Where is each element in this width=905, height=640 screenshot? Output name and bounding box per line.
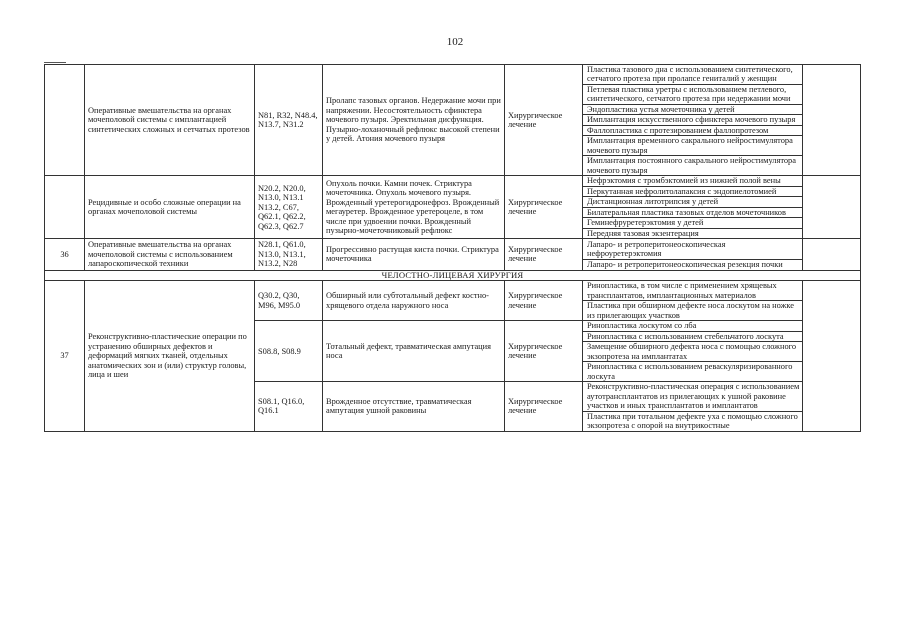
treatment-method: Геминефруретерэктомия у детей xyxy=(583,218,803,228)
intervention-name: Рецидивные и особо сложные операции на органах мочеполовой системы xyxy=(85,176,255,239)
treatment-method: Ринопластика с использованием стебельчатого лоскута xyxy=(583,331,803,341)
treatment-method: Ринопластика лоскутом со лба xyxy=(583,321,803,331)
empty-cell xyxy=(803,239,861,270)
treatment-method: Петлевая пластика уретры с использованием петлевого, синтетического, сетчатого протеза при недержании мочи xyxy=(583,84,803,104)
treatment-method: Лапаро- и ретроперитонеоскопическая резекция почки xyxy=(583,259,803,270)
treatment-method: Замещение обширного дефекта носа с помощью сложного экзопротеза на имплантатах xyxy=(583,342,803,362)
treatment-method: Пластика тазового дна с использованием синтетического, сетчатого протеза при пролапсе гениталий у женщин xyxy=(583,65,803,85)
treatment-method: Передняя тазовая экзентерация xyxy=(583,228,803,238)
treatment-type: Хирургическое лечение xyxy=(505,321,583,382)
table-row xyxy=(45,281,861,301)
patient-model: Обширный или субтотальный дефект костно-хрящевого отдела наружного носа xyxy=(323,281,505,321)
treatment-type: Хирургическое лечение xyxy=(505,176,583,239)
treatment-type: Хирургическое лечение xyxy=(505,281,583,321)
row-number xyxy=(45,176,85,239)
empty-cell xyxy=(803,281,861,431)
section-row xyxy=(45,270,861,281)
intervention-name: Оперативные вмешательства на органах мочеполовой системы с имплантацией синтетических сложных и сетчатых протезов xyxy=(85,65,255,176)
row-number: 36 xyxy=(45,239,85,270)
treatment-method: Эндопластика устья мочеточника у детей xyxy=(583,104,803,114)
treatment-method: Имплантация временного сакрального нейростимулятора мочевого пузыря xyxy=(583,136,803,156)
treatment-method: Фаллопластика с протезированием фаллопротезом xyxy=(583,125,803,135)
treatment-method: Имплантация искусственного сфинктера мочевого пузыря xyxy=(583,115,803,125)
treatment-method: Ринопластика, в том числе с применением хрящевых трансплантатов, имплантационных материалов xyxy=(583,281,803,301)
icd-codes: N20.2, N20.0, N13.0, N13.1 N13.2, C67, Q62.1, Q62.2, Q62.3, Q62.7 xyxy=(255,176,323,239)
table-row xyxy=(45,176,861,186)
treatment-method: Пластика при тотальном дефекте уха с помощью сложного экзопротеза с опорой на внутрикостные xyxy=(583,411,803,431)
treatment-method: Имплантация постоянного сакрального нейростимулятора мочевого пузыря xyxy=(583,156,803,176)
patient-model: Тотальный дефект, травматическая ампутация носа xyxy=(323,321,505,382)
icd-codes: Q30.2, Q30, M96, M95.0 xyxy=(255,281,323,321)
row-number xyxy=(45,65,85,176)
treatment-method: Пластика при обширном дефекте носа лоскутом на ножке из прилегающих участков xyxy=(583,301,803,321)
table-row xyxy=(45,65,861,85)
page-number: 102 xyxy=(446,36,464,48)
treatment-method: Билатеральная пластика тазовых отделов мочеточников xyxy=(583,207,803,217)
treatment-type: Хирургическое лечение xyxy=(505,65,583,176)
row-number: 37 xyxy=(45,281,85,431)
treatment-method: Нефрэктомия с тромбэктомией из нижней полой вены xyxy=(583,176,803,186)
patient-model: Прогрессивно растущая киста почки. Стриктура мочеточника xyxy=(323,239,505,270)
icd-codes: S08.8, S08.9 xyxy=(255,321,323,382)
treatment-method: Перкутанная нефролитолапаксия с эндопиелотомией xyxy=(583,186,803,196)
continuation-line xyxy=(44,62,66,63)
icd-codes: N81, R32, N48.4, N13.7, N31.2 xyxy=(255,65,323,176)
treatment-method: Дистанционная литотрипсия у детей xyxy=(583,197,803,207)
procedures-table xyxy=(44,64,861,432)
empty-cell xyxy=(803,65,861,176)
icd-codes: N28.1, Q61.0, N13.0, N13.1, N13.2, N28 xyxy=(255,239,323,270)
treatment-method: Лапаро- и ретроперитонеоскопическая нефроуретерэктомия xyxy=(583,239,803,260)
patient-model: Пролапс тазовых органов. Недержание мочи при напряжении. Несостоятельность сфинктера мочевого пузыря. Эректильная дисфункция. Пузырно-лоханочный рефлюкс высокой степени у детей. Атония мочевого пузыря xyxy=(323,65,505,176)
patient-model: Врожденное отсутствие, травматическая ампутация ушной раковины xyxy=(323,382,505,431)
icd-codes: S08.1, Q16.0, Q16.1 xyxy=(255,382,323,431)
treatment-method: Ринопластика с использованием реваскуляризированного лоскута xyxy=(583,362,803,382)
table-row xyxy=(45,239,861,260)
empty-cell xyxy=(803,176,861,239)
treatment-type: Хирургическое лечение xyxy=(505,382,583,431)
treatment-type: Хирургическое лечение xyxy=(505,239,583,270)
intervention-name: Оперативные вмешательства на органах мочеполовой системы с использованием лапароскопической техники xyxy=(85,239,255,270)
patient-model: Опухоль почки. Камни почек. Стриктура мочеточника. Опухоль мочевого пузыря. Врожденный уретерогидронефроз. Врожденный мегауретер. Врожденное уретероцеле, в том числе при удвоении почки. Врожденный пузырно-мочеточниковый рефлюкс xyxy=(323,176,505,239)
intervention-name: Реконструктивно-пластические операции по устранению обширных дефектов и деформаций мягких тканей, отдельных анатомических зон и (или) структур головы, лица и шеи xyxy=(85,281,255,431)
treatment-method: Реконструктивно-пластическая операция с использованием аутотрансплантатов из прилегающих к ушной раковине участков и иных трансплантатов и имплантатов xyxy=(583,382,803,411)
section-title: ЧЕЛОСТНО-ЛИЦЕВАЯ ХИРУРГИЯ xyxy=(45,270,861,281)
